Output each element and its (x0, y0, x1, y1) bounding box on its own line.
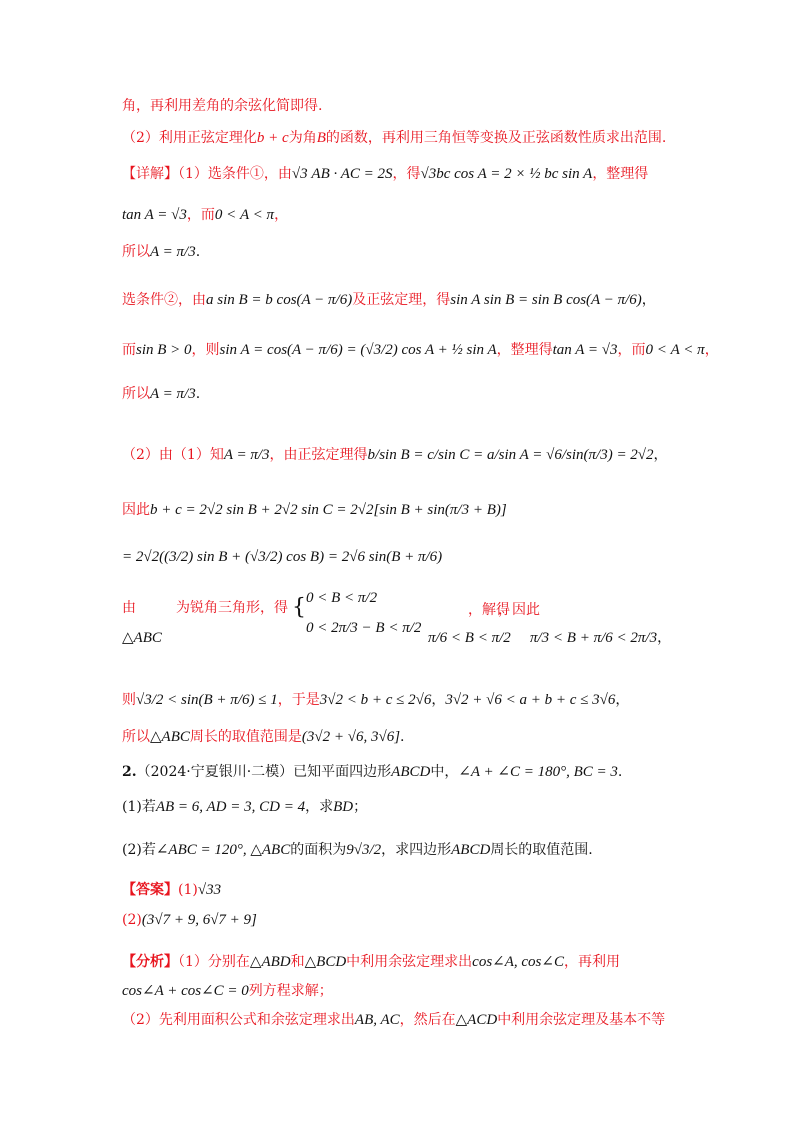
part-2-sine-law: （2）由（1）知A = π/3，由正弦定理得b/sin B = c/sin C = a/sin A = √6/sin(π/3) = 2√2， (122, 447, 668, 463)
analysis-tag: 【分析】 (122, 954, 178, 970)
question-2-part-1: (1)若AB = 6, AD = 3, CD = 4，求BD； (122, 799, 368, 815)
acute-triangle-line: 由 为锐角三角形，得 (122, 600, 288, 616)
conclusion-line-2: 所以A = π/3. (122, 386, 201, 402)
inequality-line: 则√3/2 < sin(B + π/6) ≤ 1，于是3√2 < b + c ≤ 2√6，3√2 + √6 < a + b + c ≤ 3√6， (122, 692, 630, 708)
solution-line-2: （2）利用正弦定理化b + c为角B的函数，再利用三角恒等变换及正弦函数性质求出范围. (122, 130, 667, 146)
detail-tag: 【详解】 (122, 166, 178, 182)
condition-2-derivation: 而sin B > 0，则sin A = cos(A − π/6) = (√3/2) cos A + ½ sin A，整理得tan A = √3，而0 < A < π， (122, 342, 719, 358)
answer-line-2: (2)(3√7 + 9, 6√7 + 9] (122, 912, 257, 928)
hence-label: ，因此 (498, 602, 540, 618)
analysis-line-3: （2）先利用面积公式和余弦定理求出AB, AC，然后在△ACD中利用余弦定理及基本不等 (122, 1012, 666, 1028)
question-2-part-2: (2)若∠ABC = 120°, △ABC的面积为9√3/2，求四边形ABCD周长的取值范围. (122, 842, 593, 858)
solve-line: ，解得 (468, 602, 510, 618)
tan-line-1: tan A = √3，而0 < A < π， (122, 207, 289, 223)
solution-line-1: 角，再利用差角的余弦化简即得. (122, 98, 323, 114)
system-row-1: 0 < B < π/2 (306, 590, 378, 606)
system-brace: { (292, 595, 306, 620)
condition-2-line: 选条件②，由a sin B = b cos(A − π/6)及正弦定理，得sin A sin B = sin B cos(A − π/6)， (122, 292, 656, 308)
answer-line-1: 【答案】(1)√33 (122, 882, 222, 898)
question-2-stem: 2.（2024·宁夏银川·二模）已知平面四边形ABCD中，∠A + ∠C = 180°, BC = 3. (122, 764, 623, 780)
solve-result: π/6 < B < π/2 (428, 630, 511, 646)
system-row-2: 0 < 2π/3 − B < π/2 (306, 620, 422, 636)
detail-line: 【详解】（1）选条件①，由√3 AB · AC = 2S，得√3bc cos A = 2 × ½ bc sin A，整理得 (122, 166, 649, 182)
final-range-line: 所以△ABC周长的取值范围是(3√2 + √6, 3√6]. (122, 729, 405, 745)
analysis-line-2: cos∠A + cos∠C = 0列方程求解； (122, 983, 333, 999)
analysis-line-1: 【分析】（1）分别在△ABD和△BCD中利用余弦定理求出cos∠A, cos∠C，再利用 (122, 954, 620, 970)
sum-expression-line: 因此b + c = 2√2 sin B + 2√2 sin C = 2√2[sin B + sin(π/3 + B)] (122, 502, 507, 518)
conclusion-line-1: 所以A = π/3. (122, 244, 201, 260)
triangle-label: △ABC (122, 630, 162, 646)
simplification-line: = 2√2((3/2) sin B + (√3/2) cos B) = 2√6 sin(B + π/6) (122, 549, 443, 565)
hence-result: π/3 < B + π/6 < 2π/3， (530, 630, 672, 646)
answer-tag: 【答案】 (122, 882, 178, 898)
